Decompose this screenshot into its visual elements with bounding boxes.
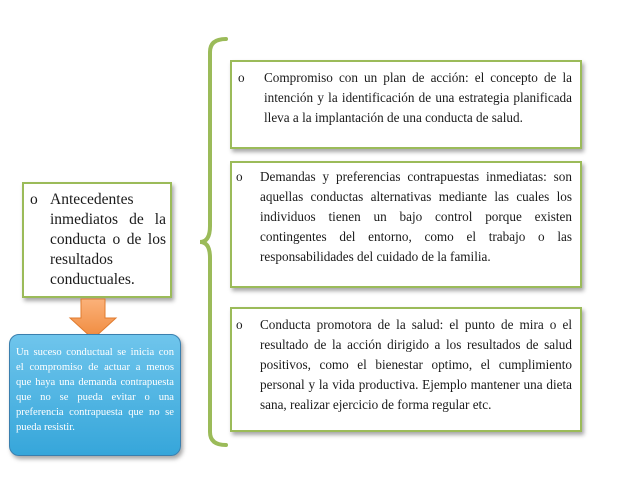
antecedentes-box (22, 182, 172, 298)
item-compromiso-box (230, 60, 582, 149)
antecedentes-text: Antecedentes inmediatos de la conducta o de los resultados conductuales. (50, 191, 166, 288)
item-demandas-box (230, 161, 582, 288)
bullet-marker: o (30, 191, 38, 208)
left-brace-bracket (198, 36, 228, 448)
bullet-marker: o (238, 70, 245, 85)
item-conducta-box (230, 307, 582, 432)
bullet-marker: o (236, 317, 243, 332)
item-conducta-text: Conducta promotora de la salud: el punto de mira o el resultado de la acción dirigido a los resultados de salud positivos, como el bienestar optimo, el cumplimiento personal y la vida productiva. Ejemplo mantener una dieta sana, realizar ejercicio de forma regular etc. (260, 317, 572, 412)
bullet-marker: o (236, 169, 243, 184)
note-text: Un suceso conductual se inicia con el compromiso de actuar a menos que haya una demanda contrapuesta que no se pueda evitar o una preferencia contrapuesta que no se pueda resistir. (16, 347, 174, 433)
note-box (9, 334, 181, 456)
item-demandas-text: Demandas y preferencias contrapuestas inmediatas: son aquellas conductas alternativas mediante las cuales los individuos tienen un bajo control porque existen contingentes del entorno, como el trabajo o las responsabilidades del cuidado de la familia. (260, 169, 572, 264)
item-compromiso-text: Compromiso con un plan de acción: el concepto de la intención y la identificación de una estrategia planificada lleva a la implantación de una conducta de salud. (264, 70, 572, 125)
